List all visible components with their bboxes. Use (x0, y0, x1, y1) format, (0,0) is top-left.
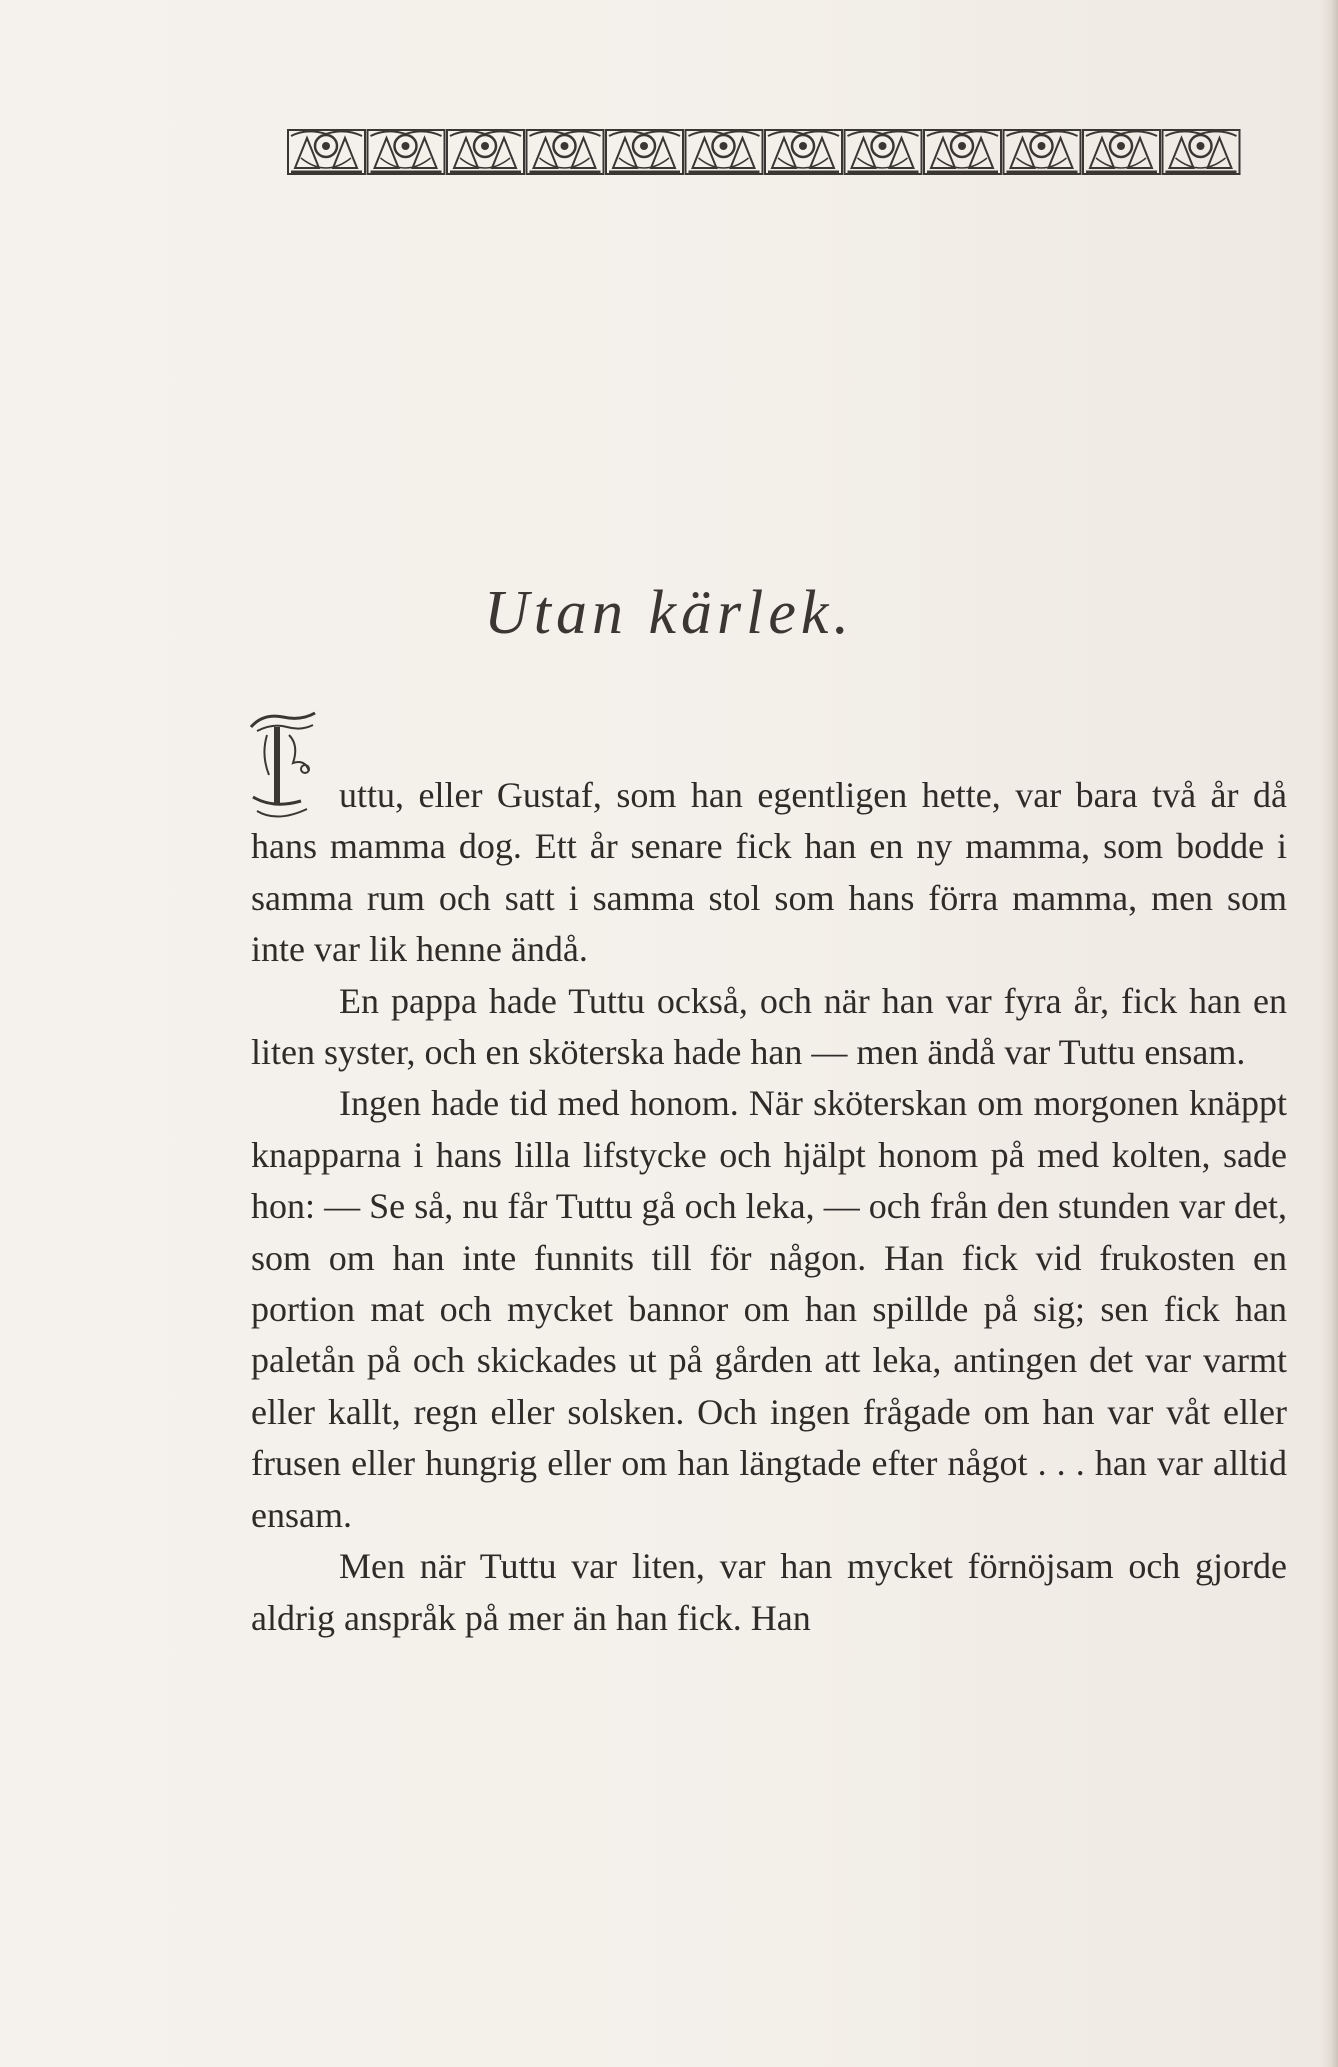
decorative-border-ornament (287, 128, 1242, 178)
paragraph: Men när Tuttu var liten, var han mycket förnöjsam och gjorde aldrig anspråk på mer än han fick. Han (251, 1546, 1287, 1638)
paragraph-text: uttu, eller Gustaf, som han egentligen hette, var bara två år då hans mamma dog. Ett år senare fick han en ny mamma, som bodde i samma rum och satt i samma stol som hans förra mamma, men som inte var lik henne ändå. (251, 775, 1287, 970)
paragraph (251, 770, 1287, 976)
paragraph: Ingen hade tid med honom. När sköterskan om morgonen knäppt knapparna i hans lilla lifstycke och hjälpt honom på med kolten, sade hon: — Se så, nu får Tuttu gå och leka, — och från den stunden var det, som om han inte funnits till för någon. Han fick vid frukosten en portion mat och mycket bannor om han spillde på sig; sen fick han paletån på och skickades ut på gården att leka, antingen det var varmt eller kallt, regn eller solsken. Och ingen frågade om han var våt eller frusen eller hungrig eller om han längtade efter något . . . han var alltid ensam. (251, 1083, 1287, 1535)
paragraph: En pappa hade Tuttu också, och när han var fyra år, fick han en liten syster, och en sköterska hade han — men ändå var Tuttu ensam. (251, 980, 1287, 1073)
chapter-title: Utan kärlek. (484, 579, 854, 647)
page-edge-shadow (1320, 0, 1338, 2067)
body-text (251, 770, 1287, 1644)
